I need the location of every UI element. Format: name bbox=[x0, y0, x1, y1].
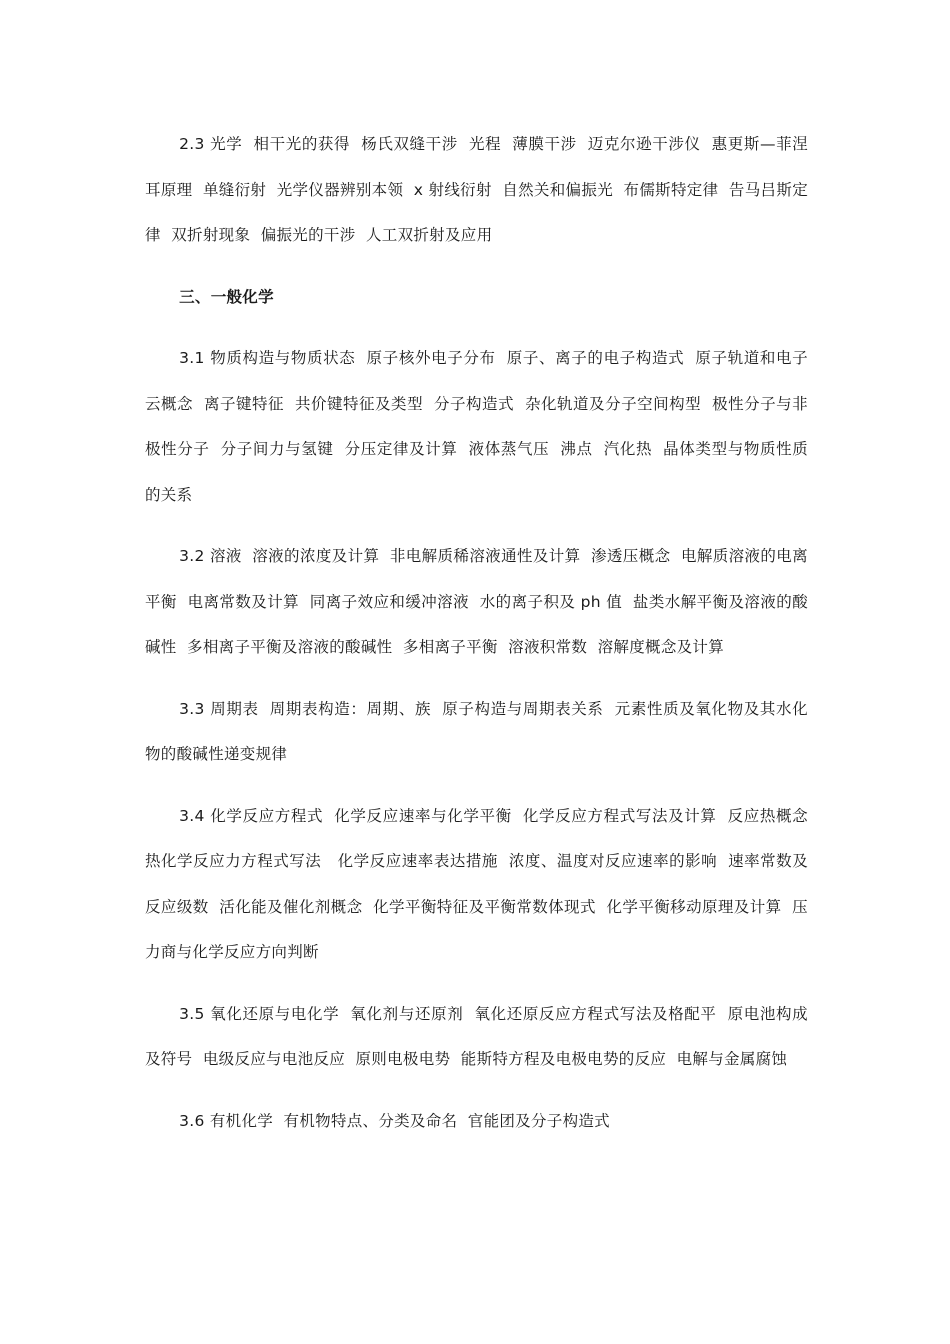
paragraph-solutions: 3.2 溶液 溶液的浓度及计算 非电解质稀溶液通性及计算 渗透压概念 电解质溶液的电离平衡 电离常数及计算 同离子效应和缓冲溶液 水的离子积及 ph 值 盐类水解平衡及溶液的酸碱性 多相离子平衡及溶液的酸碱性 多相离子平衡 溶液积常数 溶解度概念及计算 bbox=[145, 547, 808, 656]
paragraph-matter-structure: 3.1 物质构造与物质状态 原子核外电子分布 原子、离子的电子构造式 原子轨道和电子云概念 离子键特征 共价键特征及类型 分子构造式 杂化轨道及分子空间构型 极性分子与非极性分子 分子间力与氢键 分压定律及计算 液体蒸气压 沸点 汽化热 晶体类型与物质性质的关系 bbox=[145, 349, 808, 504]
section-heading-general-chemistry: 三、一般化学 bbox=[179, 287, 274, 306]
paragraph-optics: 2.3 光学 相干光的获得 杨氏双缝干涉 光程 薄膜干涉 迈克尔逊干涉仪 惠更斯—菲涅耳原理 单缝衍射 光学仪器辨别本领 x 射线衍射 自然关和偏振光 布儒斯特定律 告马吕斯定律 双折射现象 偏振光的干涉 人工双折射及应用 bbox=[145, 135, 808, 244]
paragraph-chemical-reactions: 3.4 化学反应方程式 化学反应速率与化学平衡 化学反应方程式写法及计算 反应热概念 热化学反应力方程式写法 化学反应速率表达措施 浓度、温度对反应速率的影响 速率常数及反应级数 活化能及催化剂概念 化学平衡特征及平衡常数体现式 化学平衡移动原理及计算 压力商与化学反应方向判断 bbox=[145, 806, 819, 961]
paragraph-periodic-table: 3.3 周期表 周期表构造：周期、族 原子构造与周期表关系 元素性质及氧化物及其水化物的酸碱性递变规律 bbox=[145, 699, 808, 763]
paragraph-redox-electrochemistry: 3.5 氧化还原与电化学 氧化剂与还原剂 氧化还原反应方程式写法及格配平 原电池构成及符号 电级反应与电池反应 原则电极电势 能斯特方程及电极电势的反应 电解与金属腐蚀 bbox=[145, 1004, 808, 1068]
paragraph-organic-chemistry: 3.6 有机化学 有机物特点、分类及命名 官能团及分子构造式 bbox=[179, 1111, 610, 1130]
